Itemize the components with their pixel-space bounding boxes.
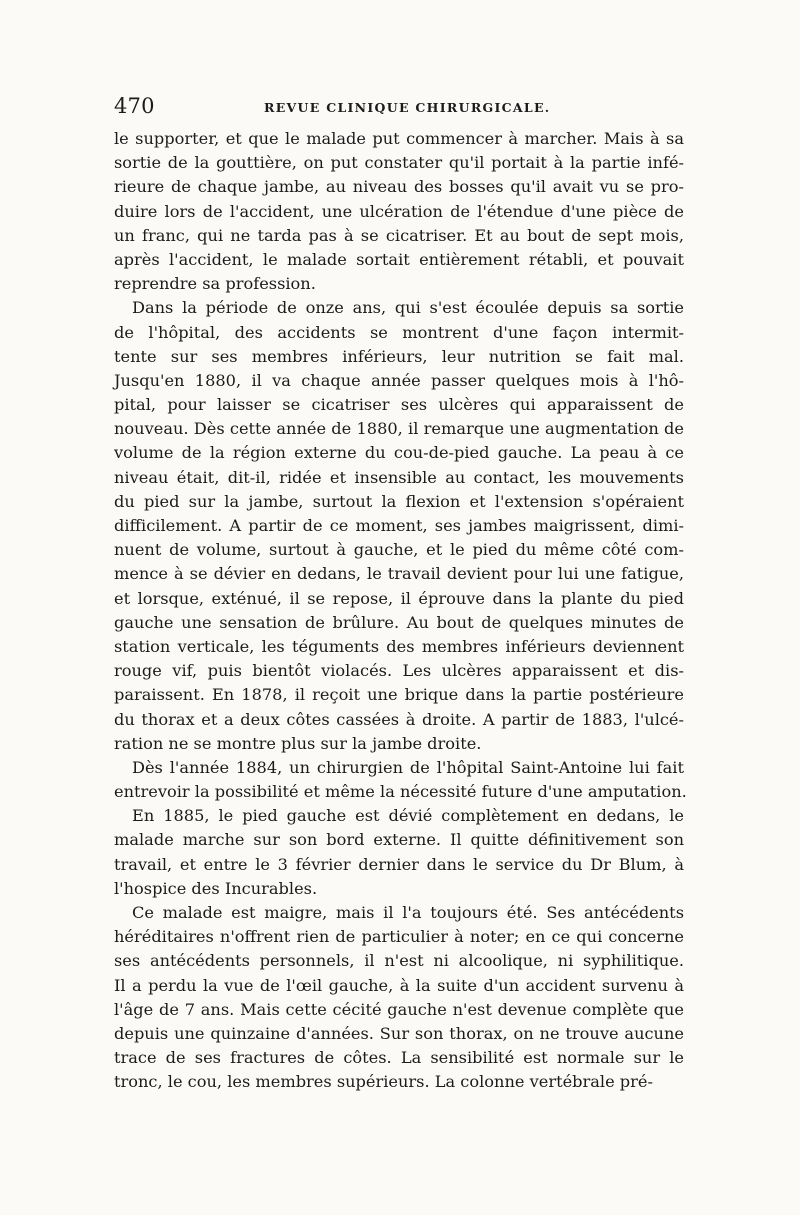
text-line: travail, et entre le 3 février dernier dans le service du Dr Blum, à xyxy=(114,854,684,874)
paragraph xyxy=(114,756,687,804)
text-line: paraissent. En 1878, il reçoit une brique dans la partie postérieure xyxy=(114,685,684,705)
text-line: ses antécédents personnels, il n'est ni alcoolique, ni syphilitique. xyxy=(114,951,684,971)
text-line: après l'accident, le malade sortait entièrement rétabli, et pouvait xyxy=(114,249,684,269)
text-line: le supporter, et que le malade put commencer à marcher. Mais à sa xyxy=(114,129,684,148)
running-title: REVUE CLINIQUE CHIRURGICALE. xyxy=(264,100,551,115)
text-line: trace de ses fractures de côtes. La sensibilité est normale sur le xyxy=(114,1048,684,1068)
text-line: gauche une sensation de brûlure. Au bout de quelques minutes de xyxy=(114,612,684,632)
text-line: Ce malade est maigre, mais il l'a toujours été. Ses antécédents xyxy=(132,903,684,922)
text-line: difficilement. A partir de ce moment, ses jambes maigrissent, dimi- xyxy=(114,516,684,535)
text-line: station verticale, les téguments des membres inférieurs deviennent xyxy=(114,636,684,656)
text-line: depuis une quinzaine d'années. Sur son thorax, on ne trouve aucune xyxy=(114,1023,684,1043)
text-line: Il a perdu la vue de l'œil gauche, à la suite d'un accident survenu à xyxy=(114,975,684,995)
text-line: entrevoir la possibilité et même la nécessité future d'une amputation. xyxy=(114,782,687,802)
text-line: et lorsque, exténué, il se repose, il éprouve dans la plante du pied xyxy=(114,588,684,608)
text-line: nouveau. Dès cette année de 1880, il remarque une augmentation de xyxy=(114,419,684,439)
text-line: En 1885, le pied gauche est dévié complètement en dedans, le xyxy=(132,806,684,826)
paragraph xyxy=(114,296,684,756)
text-line: nuent de volume, surtout à gauche, et le pied du même côté com- xyxy=(114,540,684,560)
text-line: malade marche sur son bord externe. Il quitte définitivement son xyxy=(114,830,684,850)
text-line: sortie de la gouttière, on put constater qu'il portait à la partie infé- xyxy=(114,153,684,173)
paragraph xyxy=(114,127,684,296)
text-line: tronc, le cou, les membres supérieurs. La colonne vertébrale pré- xyxy=(114,1072,653,1092)
text-line: Dès l'année 1884, un chirurgien de l'hôpital Saint-Antoine lui fait xyxy=(132,757,684,777)
paragraph xyxy=(114,901,684,1095)
running-header xyxy=(114,93,684,127)
text-line: un franc, qui ne tarda pas à se cicatriser. Et au bout de sept mois, xyxy=(114,225,684,245)
text-line: reprendre sa profession. xyxy=(114,274,316,294)
text-line: duire lors de l'accident, une ulcération de l'étendue d'une pièce de xyxy=(114,201,684,221)
text-line: rieure de chaque jambe, au niveau des bosses qu'il avait vu se pro- xyxy=(114,177,684,197)
text-line: tente sur ses membres inférieurs, leur nutrition se fait mal. xyxy=(114,346,684,366)
body-text xyxy=(114,127,687,1095)
text-line: de l'hôpital, des accidents se montrent d'une façon intermit- xyxy=(114,322,684,342)
text-line: Jusqu'en 1880, il va chaque année passer quelques mois à l'hô- xyxy=(114,370,684,390)
text-line: du pied sur la jambe, surtout la flexion et l'extension s'opéraient xyxy=(114,491,684,511)
text-line: volume de la région externe du cou-de-pied gauche. La peau à ce xyxy=(114,443,684,463)
text-line: Dans la période de onze ans, qui s'est écoulée depuis sa sortie xyxy=(132,298,684,318)
text-line: niveau était, dit-il, ridée et insensible au contact, les mouvements xyxy=(114,467,684,487)
text-line: héréditaires n'offrent rien de particulier à noter; en ce qui concerne xyxy=(114,927,684,947)
paragraph xyxy=(114,804,684,901)
text-line: l'hospice des Incurables. xyxy=(114,878,318,898)
text-line: rouge vif, puis bientôt violacés. Les ulcères apparaissent et dis- xyxy=(114,661,684,681)
text-line: ration ne se montre plus sur la jambe droite. xyxy=(114,733,482,753)
text-line: du thorax et a deux côtes cassées à droite. A partir de 1883, l'ulcé- xyxy=(114,709,684,729)
text-line: l'âge de 7 ans. Mais cette cécité gauche n'est devenue complète que xyxy=(114,999,684,1019)
text-line: mence à se dévier en dedans, le travail devient pour lui une fatigue, xyxy=(114,564,684,584)
text-line: pital, pour laisser se cicatriser ses ulcères qui apparaissent de xyxy=(114,395,684,415)
document-page xyxy=(114,93,687,1095)
page-number: 470 xyxy=(114,94,155,118)
